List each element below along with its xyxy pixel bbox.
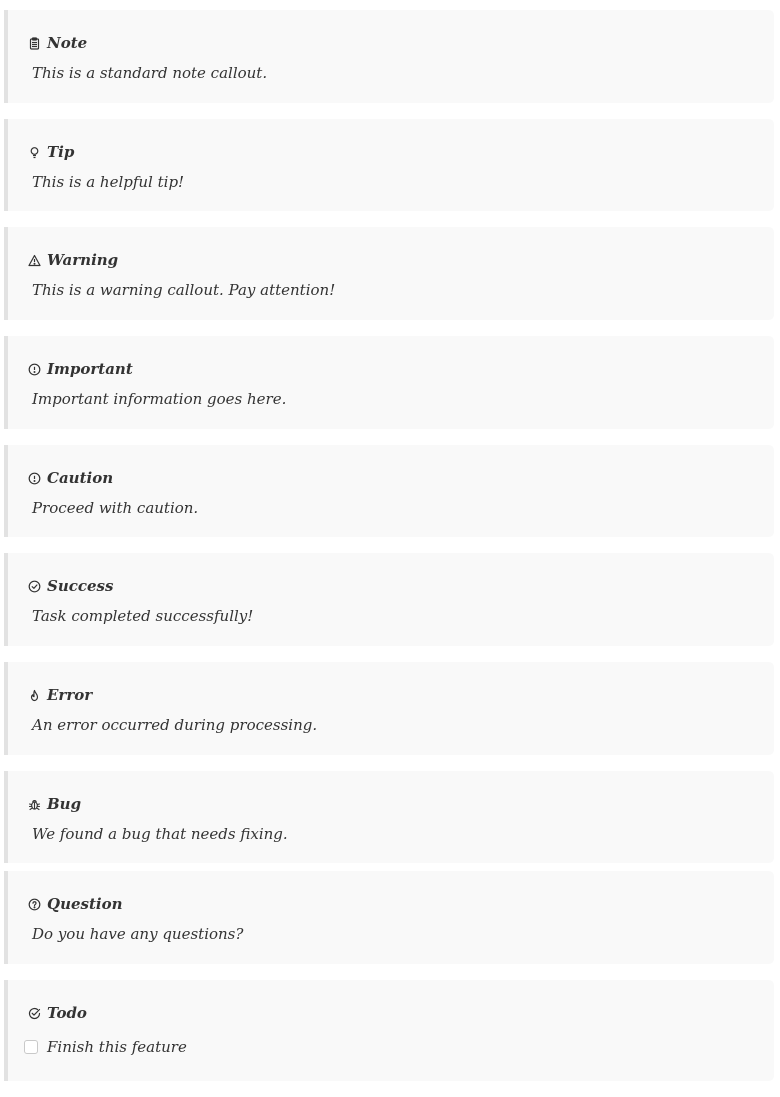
- callout-title: [28, 794, 81, 814]
- callout-title: [28, 468, 113, 488]
- callout-todo: [4, 980, 774, 1081]
- alert-circle-icon: [28, 363, 41, 376]
- callout-body: Task completed successfully!: [32, 607, 254, 625]
- todo-item-label: Finish this feature: [47, 1038, 187, 1056]
- callout-title-text: Note: [47, 34, 88, 52]
- callout-title: [28, 1003, 87, 1023]
- callout-body: Proceed with caution.: [32, 499, 199, 517]
- callout-question: [4, 871, 774, 964]
- callout-body: Do you have any questions?: [32, 925, 244, 943]
- callout-title-text: Important: [47, 360, 133, 378]
- callout-title-text: Warning: [47, 251, 119, 269]
- callout-bug: [4, 771, 774, 863]
- callout-body: We found a bug that needs fixing.: [32, 825, 288, 843]
- callout-title: [28, 894, 123, 914]
- callout-title-text: Question: [47, 895, 123, 913]
- callout-title: [28, 250, 118, 270]
- callout-success: [4, 553, 774, 646]
- callout-body: An error occurred during processing.: [32, 716, 318, 734]
- flame-icon: [28, 689, 41, 702]
- todo-item: [24, 1037, 187, 1057]
- callout-body: This is a helpful tip!: [32, 173, 185, 191]
- callout-title: [28, 576, 113, 596]
- todo-checkbox[interactable]: [24, 1040, 38, 1054]
- check-circle-icon: [28, 580, 41, 593]
- warning-triangle-icon: [28, 254, 41, 267]
- callout-tip: [4, 119, 774, 211]
- callout-title-text: Success: [47, 577, 114, 595]
- callout-title: [28, 685, 92, 705]
- callout-warning: [4, 227, 774, 320]
- callout-title: [28, 142, 74, 162]
- callout-title-text: Caution: [47, 469, 114, 487]
- callout-title-text: Todo: [47, 1004, 87, 1022]
- callout-important: [4, 336, 774, 429]
- callout-title-text: Bug: [47, 795, 82, 813]
- question-circle-icon: [28, 898, 41, 911]
- callout-body: This is a standard note callout.: [32, 64, 268, 82]
- callout-error: [4, 662, 774, 755]
- callout-caution: [4, 445, 774, 537]
- callout-title-text: Error: [47, 686, 93, 704]
- callout-title: [28, 359, 133, 379]
- callout-body: Important information goes here.: [32, 390, 287, 408]
- callout-title-text: Tip: [47, 143, 75, 161]
- callout-note: [4, 10, 774, 103]
- check-circle-icon: [28, 1007, 41, 1020]
- lightbulb-icon: [28, 146, 41, 159]
- alert-circle-icon: [28, 472, 41, 485]
- callout-body: This is a warning callout. Pay attention!: [32, 281, 336, 299]
- callout-title: [28, 33, 87, 53]
- bug-icon: [28, 798, 41, 811]
- clipboard-icon: [28, 37, 41, 50]
